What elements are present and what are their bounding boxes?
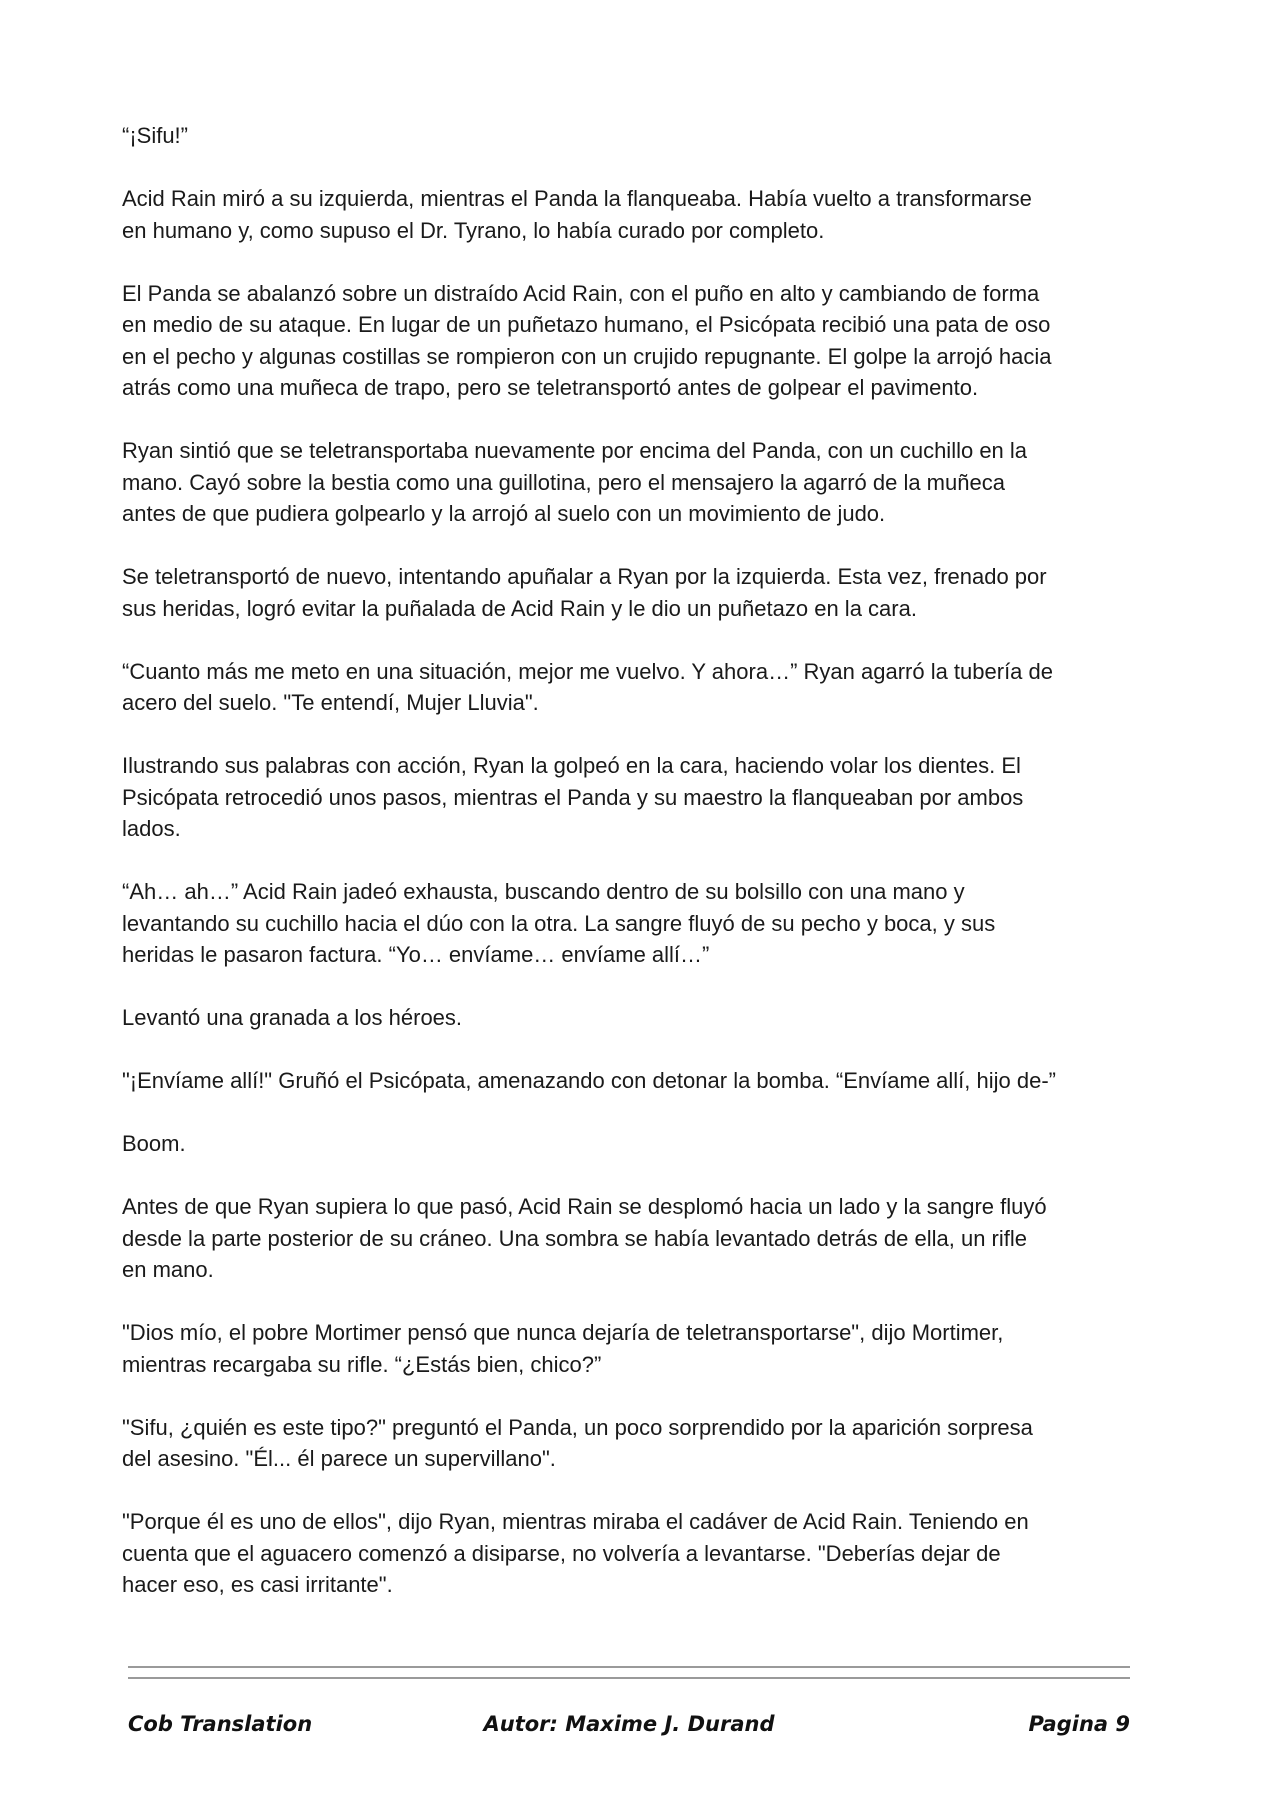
paragraph: "¡Envíame allí!" Gruñó el Psicópata, amenazando con detonar la bomba. “Envíame allí, hijo de-” bbox=[122, 1068, 1057, 1093]
footer-divider bbox=[128, 1666, 1130, 1688]
paragraph: Levantó una granada a los héroes. bbox=[122, 1005, 463, 1030]
footer-author: Autor: Maxime J. Durand bbox=[483, 1712, 775, 1736]
paragraph: “Ah… ah…” Acid Rain jadeó exhausta, buscando dentro de su bolsillo con una mano y levantando su cuchillo hacia el dúo con la otra. La sangre fluyó de su pecho y boca, y sus heridas le pasaron factura. “Yo… envíame… envíame allí…” bbox=[122, 879, 996, 967]
paragraph: Acid Rain miró a su izquierda, mientras el Panda la flanqueaba. Había vuelto a transformarse en humano y, como supuso el Dr. Tyrano, lo había curado por completo. bbox=[122, 186, 1032, 243]
paragraph: El Panda se abalanzó sobre un distraído Acid Rain, con el puño en alto y cambiando de forma en medio de su ataque. En lugar de un puñetazo humano, el Psicópata recibió una pata de oso en el pecho y algunas costillas se rompieron con un crujido repugnante. El golpe la arrojó hacia atrás como una muñeca de trapo, pero se teletransportó antes de golpear el pavimento. bbox=[122, 280, 1052, 400]
paragraph: "Porque él es uno de ellos", dijo Ryan, mientras miraba el cadáver de Acid Rain. Teniendo en cuenta que el aguacero comenzó a disiparse, no volvería a levantarse. "Deberías dejar de hacer eso, es casi irritante". bbox=[122, 1509, 1029, 1597]
footer-page-number: Pagina 9 bbox=[1028, 1712, 1130, 1736]
page-body bbox=[122, 120, 1142, 1632]
paragraph: "Sifu, ¿quién es este tipo?" preguntó el Panda, un poco sorprendido por la aparición sorpresa del asesino. "Él... él parece un supervillano". bbox=[122, 1414, 1033, 1471]
footer-translator: Cob Translation bbox=[128, 1712, 313, 1736]
paragraph: Antes de que Ryan supiera lo que pasó, Acid Rain se desplomó hacia un lado y la sangre fluyó desde la parte posterior de su cráneo. Una sombra se había levantado detrás de ella, un rifle en mano. bbox=[122, 1194, 1047, 1282]
paragraph: Ilustrando sus palabras con acción, Ryan la golpeó en la cara, haciendo volar los dientes. El Psicópata retrocedió unos pasos, mientras el Panda y su maestro la flanqueaban por ambos lados. bbox=[122, 753, 1024, 841]
page-footer bbox=[128, 1712, 1130, 1742]
paragraph: Se teletransportó de nuevo, intentando apuñalar a Ryan por la izquierda. Esta vez, frenado por sus heridas, logró evitar la puñalada de Acid Rain y le dio un puñetazo en la cara. bbox=[122, 564, 1047, 621]
paragraph: "Dios mío, el pobre Mortimer pensó que nunca dejaría de teletransportarse", dijo Mortimer, mientras recargaba su rifle. “¿Estás bien, chico?” bbox=[122, 1320, 1004, 1377]
paragraph: “¡Sifu!” bbox=[122, 123, 188, 148]
paragraph: Boom. bbox=[122, 1131, 186, 1156]
divider-line bbox=[128, 1666, 1130, 1668]
paragraph: “Cuanto más me meto en una situación, mejor me vuelvo. Y ahora…” Ryan agarró la tubería de acero del suelo. "Te entendí, Mujer Lluvia". bbox=[122, 658, 1054, 715]
divider-line bbox=[128, 1677, 1130, 1679]
paragraph: Ryan sintió que se teletransportaba nuevamente por encima del Panda, con un cuchillo en la mano. Cayó sobre la bestia como una guillotina, pero el mensajero la agarró de la muñeca antes de que pudiera golpearlo y la arrojó al suelo con un movimiento de judo. bbox=[122, 438, 1028, 526]
